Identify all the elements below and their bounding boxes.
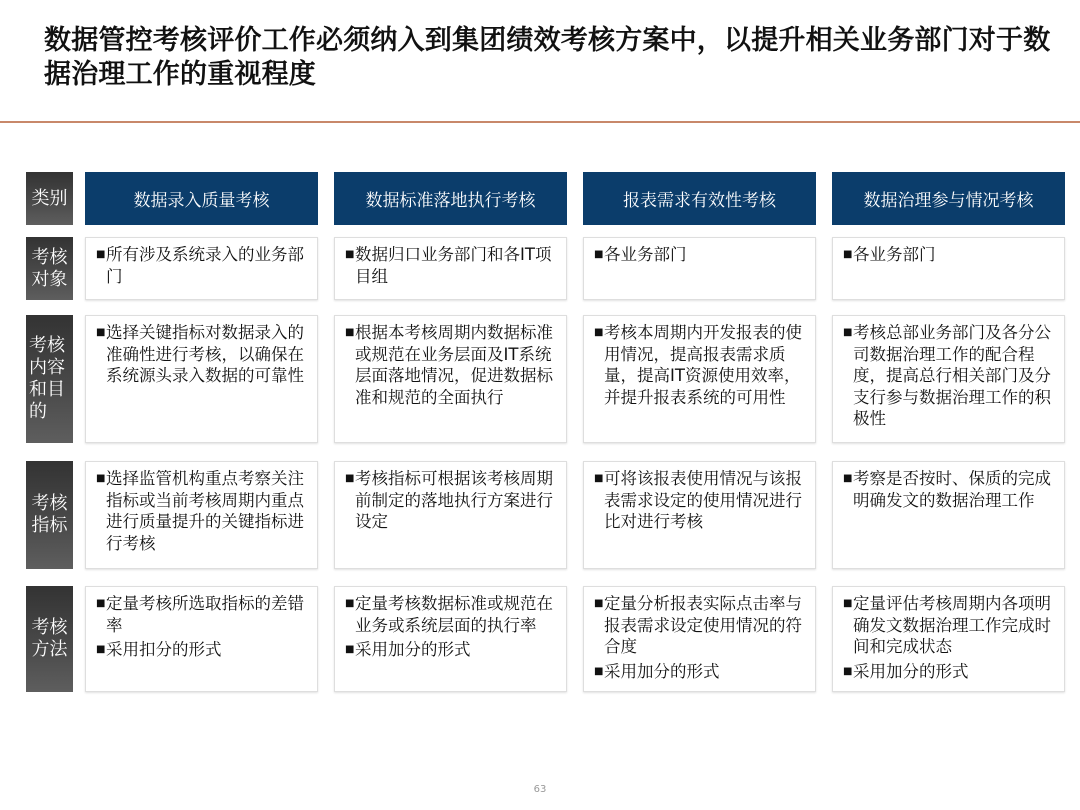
bullet-icon: ■ (96, 644, 106, 655)
table-cell (85, 315, 318, 443)
bullet-item: ■ 采用加分的形式 (594, 661, 720, 681)
bullet-icon: ■ (345, 598, 355, 609)
bullet-icon: ■ (843, 665, 853, 677)
column-header-4: 数据治理参与情况考核 (832, 172, 1065, 225)
table-cell (832, 461, 1065, 569)
bullet-icon: ■ (594, 598, 604, 609)
table-cell (85, 586, 318, 692)
column-header-2: 数据标准落地执行考核 (334, 172, 567, 225)
bullet-icon: ■ (594, 665, 604, 677)
row-label-method: 考核方法 (26, 586, 73, 692)
bullet-item: ■ 选择关键指标对数据录入的准确性进行考核，以确保在系统源头录入数据的可靠性 (96, 323, 304, 385)
bullet-item: ■ 采用加分的形式 (843, 661, 969, 681)
bullet-icon: ■ (96, 473, 106, 484)
bullet-item: ■ 采用加分的形式 (345, 640, 471, 659)
bullet-item: ■ 定量评估考核周期内各项明确发文数据治理工作完成时间和完成状态 (843, 594, 1051, 656)
row-label-indicators: 考核指标 (26, 461, 73, 569)
table-cell (334, 315, 567, 443)
corner-label: 类别 (26, 172, 73, 225)
table-cell (85, 237, 318, 300)
bullet-icon: ■ (594, 327, 604, 338)
table-cell (832, 315, 1065, 443)
table-cell (583, 237, 816, 300)
bullet-icon: ■ (843, 327, 853, 338)
bullet-icon: ■ (96, 249, 106, 260)
column-header-3: 报表需求有效性考核 (583, 172, 816, 225)
table-cell (583, 461, 816, 569)
bullet-icon: ■ (96, 598, 106, 609)
bullet-item: ■ 考核指标可根据该考核周期前制定的落地执行方案进行设定 (345, 469, 553, 531)
bullet-item: ■ 定量分析报表实际点击率与报表需求设定使用情况的符合度 (594, 594, 802, 656)
table-cell (334, 586, 567, 692)
bullet-item: ■ 考察是否按时、保质的完成明确发文的数据治理工作 (843, 469, 1051, 510)
bullet-icon: ■ (843, 249, 853, 260)
column-header-1: 数据录入质量考核 (85, 172, 318, 225)
table-cell (832, 586, 1065, 692)
bullet-icon: ■ (594, 249, 604, 260)
bullet-item: ■ 采用扣分的形式 (96, 640, 222, 659)
bullet-icon: ■ (345, 473, 355, 484)
bullet-icon: ■ (96, 327, 106, 338)
table-cell (334, 461, 567, 569)
bullet-item: ■ 考核总部业务部门及各分公司数据治理工作的配合程度，提高总行相关部门及分支行参与数据治理工作的积极性 (843, 323, 1051, 428)
table-cell (832, 237, 1065, 300)
bullet-icon: ■ (843, 598, 853, 609)
bullet-icon: ■ (345, 327, 355, 338)
bullet-icon: ■ (345, 644, 355, 655)
bullet-icon: ■ (843, 473, 853, 484)
row-label-target: 考核对象 (26, 237, 73, 300)
bullet-item: ■ 定量考核所选取指标的差错率 (96, 594, 304, 635)
bullet-item: ■ 所有涉及系统录入的业务部门 (96, 245, 304, 286)
table-cell (85, 461, 318, 569)
page-number: 63 (533, 784, 547, 795)
bullet-icon: ■ (345, 249, 355, 260)
bullet-item: ■ 选择监管机构重点考察关注指标或当前考核周期内重点进行质量提升的关键指标进行考核 (96, 469, 304, 553)
title-divider (0, 121, 1080, 123)
bullet-item: ■ 各业务部门 (843, 245, 936, 264)
table-cell (583, 586, 816, 692)
bullet-item: ■ 根据本考核周期内数据标准或规范在业务层面及IT系统层面落地情况，促进数据标准和规范的全面执行 (345, 323, 553, 407)
row-label-content-purpose: 考核内容和目的 (26, 315, 73, 443)
table-cell (334, 237, 567, 300)
slide-title: 数据管控考核评价工作必须纳入到集团绩效考核方案中，以提升相关业务部门对于数据治理工作的重视程度 (44, 25, 1051, 90)
bullet-item: ■ 考核本周期内开发报表的使用情况，提高报表需求质量，提高IT资源使用效率，并提升报表系统的可用性 (594, 323, 802, 407)
table-cell (583, 315, 816, 443)
bullet-item: ■ 定量考核数据标准或规范在业务或系统层面的执行率 (345, 594, 553, 635)
bullet-item: ■ 各业务部门 (594, 245, 687, 264)
bullet-item: ■ 数据归口业务部门和各IT项目组 (345, 245, 552, 286)
bullet-icon: ■ (594, 473, 604, 484)
bullet-item: ■ 可将该报表使用情况与该报表需求设定的使用情况进行比对进行考核 (594, 469, 802, 531)
